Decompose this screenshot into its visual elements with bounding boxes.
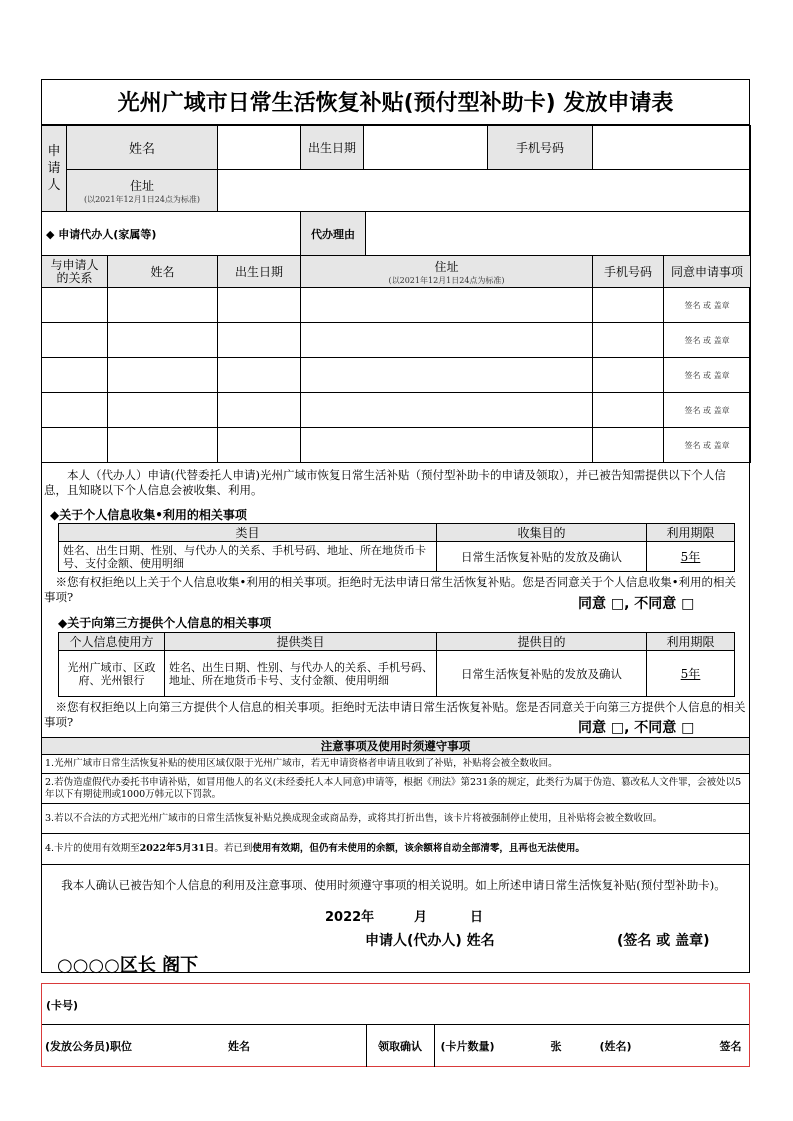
third-period: 5年: [647, 651, 735, 697]
note-4: [42, 834, 750, 865]
agent-reason-cell: [301, 212, 751, 256]
note-4-d: 使用有效期，但仍有未使用的余额，该余额将自动全部清零，且再也无法使用。: [252, 843, 585, 854]
card-receipt-cell: [434, 1024, 750, 1067]
applicant-address-field[interactable]: [218, 170, 751, 212]
agent-phone-field[interactable]: [593, 428, 664, 463]
third-purpose: 日常生活恢复补贴的发放及确认: [437, 651, 647, 697]
applicant-birth-label: 出生日期: [301, 126, 364, 170]
collect-header-period: 利用期限: [647, 524, 735, 542]
agent-birth-field[interactable]: [218, 428, 301, 463]
agent-name-field[interactable]: [108, 428, 218, 463]
agent-relation-field[interactable]: [42, 323, 108, 358]
agent-header-relation: 与申请人 的关系: [42, 256, 108, 288]
third-agree-checkbox[interactable]: 同意 □, 不同意 □: [578, 720, 695, 736]
card-count-label: (卡片数量): [440, 1040, 495, 1053]
agent-phone-field[interactable]: [593, 358, 664, 393]
agent-name-field[interactable]: [108, 323, 218, 358]
privacy-intro: 本人（代办人）申请(代替委托人申请)光州广域市恢复日常生活补贴（预付型补助卡的申请及领取），并已被告知需提供以下个人信息，且知晓以下个人信息会被收集、利用。: [44, 468, 726, 497]
notes-table: [41, 737, 750, 865]
applicant-address-note: (以2021年12月1日24点为标准): [83, 194, 201, 204]
agent-phone-field[interactable]: [593, 323, 664, 358]
agent-address-field[interactable]: [301, 288, 593, 323]
collect-header-category: 类目: [59, 524, 437, 542]
card-issue-table: [41, 1024, 750, 1067]
applicant-name-label: 姓名: [67, 126, 218, 170]
confirm-signer: 申请人(代办人) 姓名: [365, 933, 495, 949]
third-header-period: 利用期限: [647, 633, 735, 651]
agent-birth-field[interactable]: [218, 358, 301, 393]
note-2: 2.若伪造虚假代办委托书申请补贴，如冒用他人的名义(未经委托人本人同意)申请等，根据《刑法》第231条的规定，此类行为属于伪造、篡改私人文件罪，会被处以5年以下有期徒刑或1000万韩元以下罚款。: [42, 774, 750, 804]
note-4-c: 。若已到: [214, 843, 253, 854]
note-1: 1.光州广域市日常生活恢复补贴的使用区域仅限于光州广域市，若无申请资格者申请且收到了补贴，补贴将会被全数收回。: [42, 755, 750, 774]
card-section: [41, 983, 750, 1067]
agent-reason-field[interactable]: [366, 212, 750, 255]
card-unit-label: 张: [550, 1040, 562, 1053]
agent-section-label: ◆ 申请代办人(家属等): [42, 212, 301, 256]
confirm-month: 月: [414, 910, 428, 925]
agent-name-field[interactable]: [108, 288, 218, 323]
agent-birth-field[interactable]: [218, 323, 301, 358]
card-receipt-label: 领取确认: [366, 1024, 434, 1067]
agent-phone-field[interactable]: [593, 393, 664, 428]
agent-header-address-cell: [301, 256, 593, 288]
agent-row: [42, 393, 751, 428]
collect-title: ◆关于个人信息收集•利用的相关事项: [50, 508, 247, 522]
addressee: ○○○○区长 阁下: [57, 955, 199, 976]
agent-reason-label: 代办理由: [301, 212, 366, 255]
confirm-sign[interactable]: (签名 或 盖章): [617, 933, 710, 949]
applicant-phone-field[interactable]: [593, 126, 751, 170]
agent-row: [42, 428, 751, 463]
confirm-day: 日: [470, 910, 484, 925]
confirm-year: 2022年: [325, 910, 375, 925]
agent-name-field[interactable]: [108, 393, 218, 428]
applicant-name-field[interactable]: [218, 126, 301, 170]
agent-address-field[interactable]: [301, 428, 593, 463]
agent-header-phone: 手机号码: [593, 256, 664, 288]
third-category: 姓名、出生日期、性别、与代办人的关系、手机号码、地址、所在地货币卡号、支付金额、使用明细: [165, 651, 437, 697]
applicant-table: [41, 125, 751, 212]
agent-row: [42, 358, 751, 393]
agent-relation-field[interactable]: [42, 393, 108, 428]
agent-phone-field[interactable]: [593, 288, 664, 323]
collect-purpose: 日常生活恢复补贴的发放及确认: [437, 542, 647, 572]
third-header-purpose: 提供目的: [437, 633, 647, 651]
agent-row: [42, 288, 751, 323]
agent-header-birth: 出生日期: [218, 256, 301, 288]
agent-sign-cell[interactable]: 签名 或 盖章: [664, 288, 751, 323]
applicant-birth-field[interactable]: [364, 126, 488, 170]
card-officer-cell: [41, 1024, 366, 1067]
applicant-address-label-cell: [67, 170, 218, 212]
agent-row: [42, 323, 751, 358]
agent-address-field[interactable]: [301, 358, 593, 393]
agent-table: [41, 211, 751, 463]
third-header-user: 个人信息使用方: [59, 633, 165, 651]
collect-refuse-text: ※您有权拒绝以上关于个人信息收集•利用的相关事项。拒绝时无法申请日常生活恢复补贴。您是否同意关于个人信息收集•利用的相关事项?: [44, 575, 737, 604]
agent-birth-field[interactable]: [218, 288, 301, 323]
note-3: 3.若以不合法的方式把光州广域市的日常生活恢复补贴兑换成现金或商品券，或将其打折出售，该卡片将被强制停止使用，且补贴将会被全数收回。: [42, 804, 750, 834]
third-table: [58, 632, 735, 697]
third-refuse-text: ※您有权拒绝以上向第三方提供个人信息的相关事项。拒绝时无法申请日常生活恢复补贴。您是否同意关于向第三方提供个人信息的相关事项?: [44, 700, 746, 729]
agent-address-field[interactable]: [301, 393, 593, 428]
agent-relation-field[interactable]: [42, 428, 108, 463]
collect-header-purpose: 收集目的: [437, 524, 647, 542]
agent-header-name: 姓名: [108, 256, 218, 288]
agent-sign-cell[interactable]: 签名 或 盖章: [664, 428, 751, 463]
card-number-label: (卡号): [46, 999, 79, 1012]
confirm-text: 我本人确认已被告知个人信息的利用及注意事项、使用时须遵守事项的相关说明。如上所述申请日常生活恢复补贴(预付型补助卡)。: [61, 878, 726, 892]
note-4-a: 4.卡片的使用有效期至: [45, 843, 140, 854]
card-officer-label: (发放公务员)职位: [45, 1040, 133, 1053]
card-recipient-name-label: (姓名): [599, 1040, 632, 1053]
agent-name-field[interactable]: [108, 358, 218, 393]
collect-table: [58, 523, 735, 572]
agent-sign-cell[interactable]: 签名 或 盖章: [664, 393, 751, 428]
agent-relation-field[interactable]: [42, 358, 108, 393]
applicant-phone-label: 手机号码: [488, 126, 593, 170]
card-officer-name-label: 姓名: [228, 1040, 250, 1053]
agent-sign-cell[interactable]: 签名 或 盖章: [664, 323, 751, 358]
agent-header-address: 住址: [434, 259, 459, 274]
card-sign-label[interactable]: 签名: [719, 1040, 742, 1053]
agent-relation-field[interactable]: [42, 288, 108, 323]
agent-header-consent: 同意申请事项: [664, 256, 751, 288]
third-user: 光州广域市、区政府、光州银行: [59, 651, 165, 697]
collect-period: 5年: [647, 542, 735, 572]
applicant-address-label: 住址: [129, 178, 154, 193]
agent-header-address-note: (以2021年12月1日24点为标准): [388, 275, 505, 285]
collect-agree-checkbox[interactable]: 同意 □, 不同意 □: [578, 596, 695, 612]
notes-title: 注意事项及使用时须遵守事项: [42, 738, 750, 755]
agent-birth-field[interactable]: [218, 393, 301, 428]
applicant-side-label: 申 请 人: [42, 126, 67, 212]
form-title: 光州广域市日常生活恢复补贴(预付型补助卡) 发放申请表: [41, 79, 750, 125]
third-header-category: 提供类目: [165, 633, 437, 651]
third-title: ◆关于向第三方提供个人信息的相关事项: [58, 616, 272, 630]
note-4-date: 2022年5月31日: [139, 843, 215, 854]
agent-address-field[interactable]: [301, 323, 593, 358]
collect-category: 姓名、出生日期、性别、与代办人的关系、手机号码、地址、所在地货币卡号、支付金额、使用明细: [59, 542, 437, 572]
agent-sign-cell[interactable]: 签名 或 盖章: [664, 358, 751, 393]
